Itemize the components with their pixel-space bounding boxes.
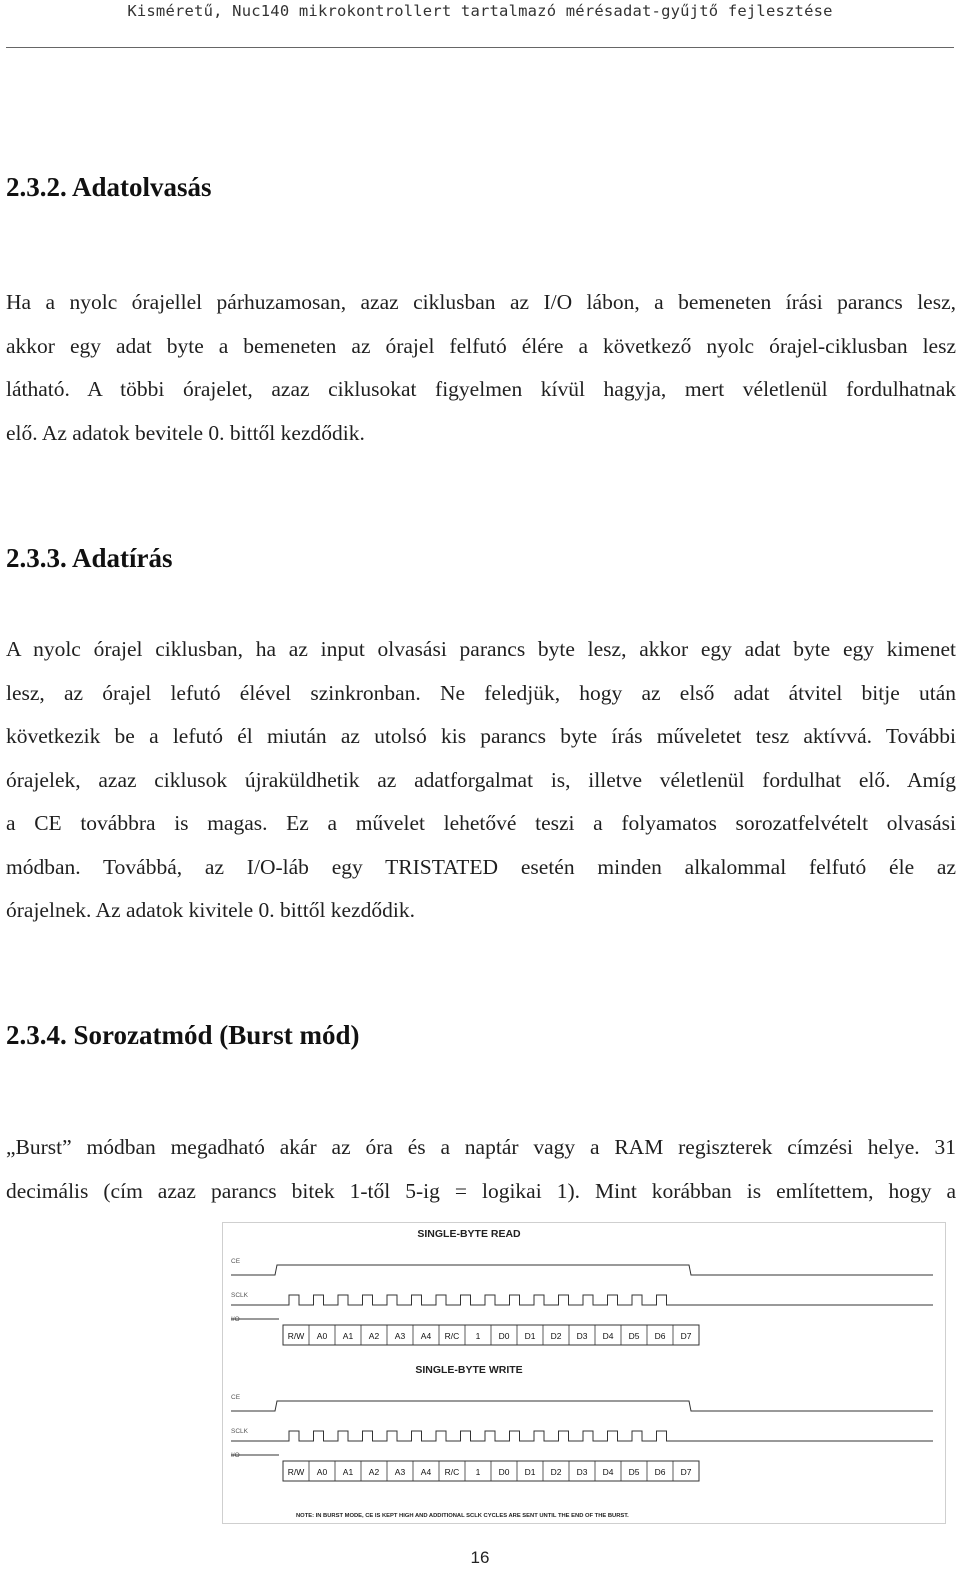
header-divider [6, 47, 954, 48]
paragraph-line: órajelnek. Az adatok kivitele 0. bittől kezdődik. [6, 898, 415, 922]
read-bit-label: A4 [420, 1331, 432, 1341]
section-heading-adatolvasas: 2.3.2. Adatolvasás [6, 172, 212, 202]
read-signal-label: CE [231, 1258, 241, 1265]
paragraph-line: „Burst” módban megadható akár az óra és a naptár vagy a RAM regiszterek címzési helye. 31 [6, 1135, 956, 1159]
paragraph-line: a CE továbbra is magas. Ez a művelet lehetővé teszi a folyamatos sorozatfelvételt olvasási [6, 811, 956, 835]
read-title: SINGLE-BYTE READ [417, 1228, 521, 1240]
paragraph-line: lesz, az órajel lefutó élével szinkronban. Ne feledjük, hogy az első adat átvitel bitje után [6, 680, 956, 705]
write-bit-label: A0 [316, 1467, 328, 1477]
read-bit-label: A3 [394, 1331, 406, 1341]
read-bit-label: A2 [368, 1331, 380, 1341]
timing-diagram [223, 1223, 945, 1523]
read-bit-label: D4 [602, 1331, 614, 1341]
paragraph-line: módban. Továbbá, az I/O-láb egy TRISTATED esetén minden alkalommal felfutó éle az [6, 854, 956, 879]
read-bit-label: D5 [628, 1331, 640, 1341]
write-bit-label: D5 [628, 1467, 640, 1477]
section-heading-adatiras: 2.3.3. Adatírás [6, 543, 173, 573]
paragraph-line: órajelek, azaz ciklusok újraküldhetik az adatforgalmat is, illetve véletlenül fordulhat elő. Amíg [6, 767, 956, 792]
read-bit-label: A0 [316, 1331, 328, 1341]
read-bit-label: D0 [498, 1331, 510, 1341]
write-bit-label: A3 [394, 1467, 406, 1477]
read-bit-label: R/C [444, 1331, 460, 1341]
read-bit-label: D1 [524, 1331, 536, 1341]
write-signal-label: CE [231, 1394, 241, 1401]
write-bit-label: A1 [342, 1467, 354, 1477]
paragraph-line: akkor egy adat byte a bemeneten az órajel felfutó élére a következő nyolc órajel-ciklusban lesz [6, 333, 956, 358]
figure-note: NOTE: IN BURST MODE, CE IS KEPT HIGH AND ADDITIONAL SCLK CYCLES ARE SENT UNTIL THE END OF THE BURST. [296, 1513, 629, 1519]
paragraph-line: decimális (cím azaz parancs bitek 1-től 5-ig = logikai 1). Mint korábban is említettem, hogy a [6, 1178, 956, 1203]
read-bit-label: 1 [475, 1331, 481, 1341]
read-bit-label: D2 [550, 1331, 562, 1341]
read-bit-label: D3 [576, 1331, 588, 1341]
write-signal-label: I/O [231, 1452, 240, 1459]
timing-diagram-figure [222, 1222, 946, 1524]
read-sclk-waveform [231, 1295, 933, 1305]
running-header: Kisméretű, Nuc140 mikrokontrollert tartalmazó mérésadat-gyűjtő fejlesztése [127, 2, 833, 20]
write-bit-label: A2 [368, 1467, 380, 1477]
read-signal-label: SCLK [231, 1292, 248, 1299]
paragraph-line: látható. A többi órajelet, azaz ciklusokat figyelmen kívül hagyja, mert véletlenül fordulhatnak [6, 377, 956, 401]
write-bit-label: D3 [576, 1467, 588, 1477]
read-bit-label: D7 [680, 1331, 692, 1341]
section-paragraph-burst-mode [6, 1126, 956, 1213]
write-bit-label: D1 [524, 1467, 536, 1477]
read-bit-label: D6 [654, 1331, 666, 1341]
read-bit-label: A1 [342, 1331, 354, 1341]
write-bit-label: A4 [420, 1467, 432, 1477]
write-ce-waveform [231, 1401, 933, 1411]
write-signal-label: SCLK [231, 1428, 248, 1435]
write-title: SINGLE-BYTE WRITE [415, 1364, 523, 1376]
write-bit-label: 1 [475, 1467, 481, 1477]
write-bit-label: R/C [444, 1467, 460, 1477]
write-sclk-waveform [231, 1431, 933, 1441]
write-bit-label: D6 [654, 1467, 666, 1477]
paragraph-line: A nyolc órajel ciklusban, ha az input olvasási parancs byte lesz, akkor egy adat byte egy kimenet [6, 637, 956, 661]
paragraph-line: következik be a lefutó él miután az utolsó kis parancs byte írás műveletet tesz aktívvá. További [6, 724, 956, 748]
read-ce-waveform [231, 1265, 933, 1275]
write-bit-label: R/W [287, 1467, 305, 1477]
section-heading-burst-mode: 2.3.4. Sorozatmód (Burst mód) [6, 1020, 360, 1050]
paragraph-line: elő. Az adatok bevitele 0. bittől kezdődik. [6, 420, 365, 445]
page-number: 16 [470, 1548, 490, 1567]
read-signal-label: I/O [231, 1316, 240, 1323]
write-bit-label: D4 [602, 1467, 614, 1477]
read-bit-label: R/W [287, 1331, 305, 1341]
section-paragraph-adatolvasas [6, 281, 956, 455]
write-bit-label: D2 [550, 1467, 562, 1477]
section-paragraph-adatiras [6, 628, 956, 933]
write-bit-label: D0 [498, 1467, 510, 1477]
paragraph-line: Ha a nyolc órajellel párhuzamosan, azaz ciklusban az I/O lábon, a bemeneten írási parancs lesz, [6, 290, 956, 314]
write-bit-label: D7 [680, 1467, 692, 1477]
